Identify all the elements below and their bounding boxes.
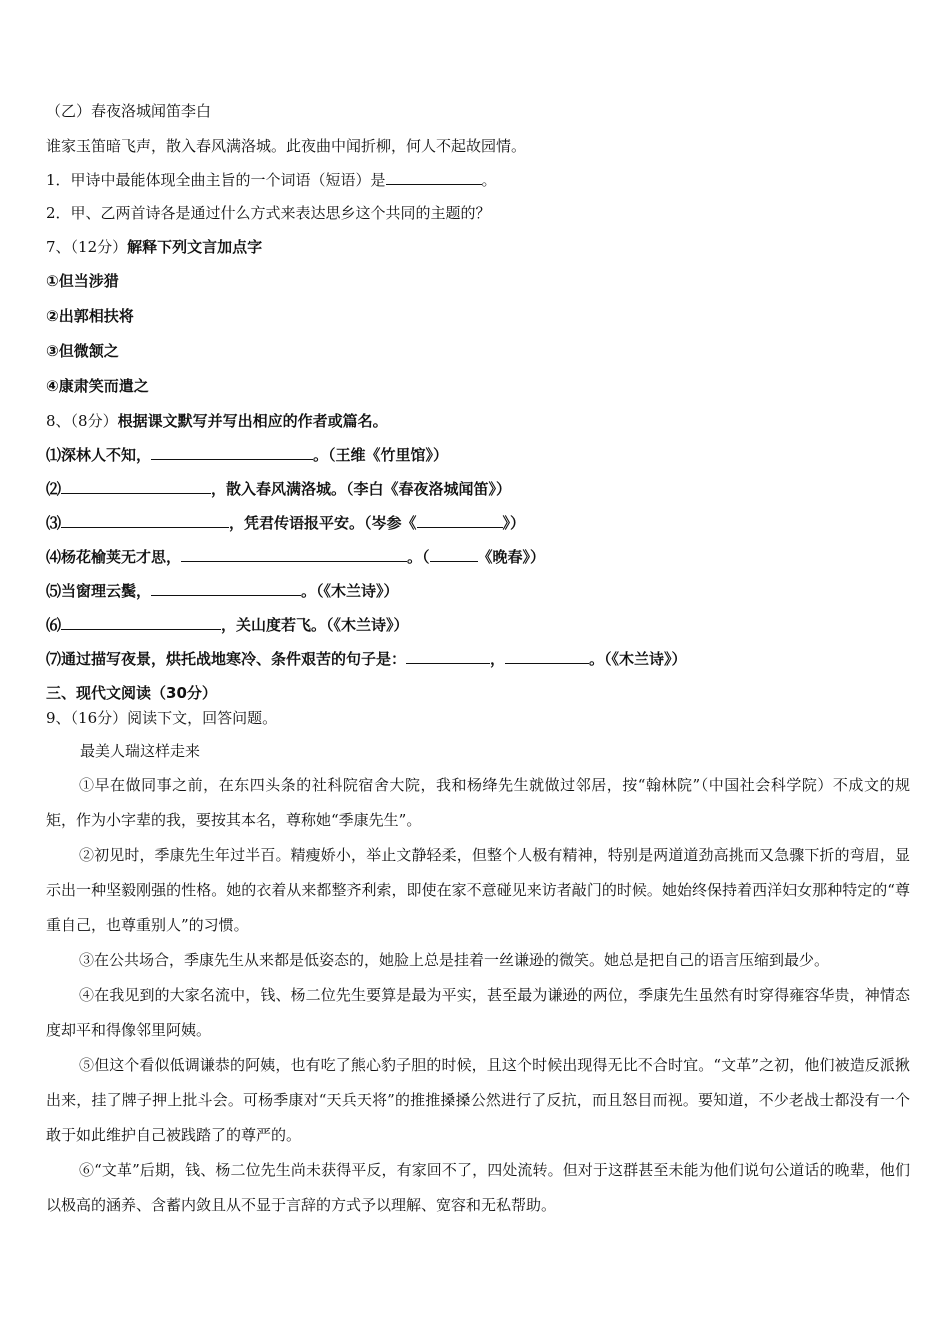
q7-item-4: ④康肃笑而遣之 [46, 377, 149, 395]
question-9-heading: 9、（16分）阅读下文，回答问题。 [46, 709, 278, 727]
q8-line-2-text: ，散入春风满洛城。（李白《春夜洛城闻笛》） [211, 480, 512, 498]
answer-blank[interactable] [61, 615, 221, 630]
answer-blank[interactable] [61, 513, 229, 528]
q8-line-5-source: 。（《木兰诗》） [301, 582, 399, 600]
q8-line-7-comma: ， [490, 650, 506, 668]
section-3-heading: 三、现代文阅读（30分） [46, 684, 217, 702]
q8-line-2-num: ⑵ [46, 480, 62, 498]
article-paragraph-4: ④在我见到的大家名流中，钱、杨二位先生要算是最为平实，甚至最为谦逊的两位，季康先生虽然有时穿得雍容华贵，神情态度却平和得像邻里阿姨。 [46, 986, 910, 1039]
question-8-heading [46, 411, 910, 431]
question-7-number: 7、（12分） [46, 238, 128, 256]
q8-line-5-text: ⑸当窗理云鬓， [46, 582, 152, 600]
q8-line-7-text: ⑺通过描写夜景，烘托战地寒冷、条件艰苦的句子是： [46, 650, 407, 668]
q8-line-3-end: 》） [502, 514, 526, 532]
poem-yi-title: （乙）春夜洛城闻笛李白 [46, 102, 212, 120]
q8-line-6-num: ⑹ [46, 616, 62, 634]
q8-line-1-source: 。（王维《竹里馆》） [313, 446, 449, 464]
q7-item-2: ②出郭相扶将 [46, 307, 134, 325]
question-7-title: 解释下列文言加点字 [127, 238, 263, 256]
question-8-title: 根据课文默写并写出相应的作者或篇名。 [117, 412, 388, 430]
question-1-text: 1．甲诗中最能体现全曲主旨的一个词语（短语）是 [46, 171, 386, 189]
q8-line-5 [46, 581, 910, 601]
q8-line-4 [46, 547, 910, 567]
q8-line-1 [46, 445, 910, 465]
q8-line-3 [46, 513, 910, 533]
answer-blank[interactable] [417, 513, 503, 528]
q7-item-1: ①但当涉猎 [46, 272, 119, 290]
q8-line-1-text: ⑴深林人不知， [46, 446, 152, 464]
poem-yi-body: 谁家玉笛暗飞声，散入春风满洛城。此夜曲中闻折柳，何人不起故园情。 [46, 137, 527, 155]
answer-blank[interactable] [505, 649, 589, 664]
answer-blank[interactable] [386, 170, 482, 185]
article-paragraph-6: ⑥“文革”后期，钱、杨二位先生尚未获得平反，有家回不了，四处流转。但对于这群甚至未能为他们说句公道话的晚辈，他们以极高的涵养、含蓄内敛且从不显于言辞的方式予以理解、宽容和无私帮助。 [46, 1161, 910, 1214]
q8-line-4-end: 《晚春》） [477, 548, 546, 566]
q8-line-3-num: ⑶ [46, 514, 62, 532]
question-2: 2．甲、乙两首诗各是通过什么方式来表达思乡这个共同的主题的？ [46, 204, 491, 222]
q8-line-4-text: ⑷杨花榆荚无才思， [46, 548, 182, 566]
q8-line-6 [46, 615, 910, 635]
q8-line-7-source: 。（《木兰诗》） [589, 650, 687, 668]
answer-blank[interactable] [430, 547, 478, 562]
q7-item-3: ③但微颔之 [46, 342, 119, 360]
answer-blank[interactable] [181, 547, 407, 562]
article-paragraph-3: ③在公共场合，季康先生从来都是低姿态的，她脸上总是挂着一丝谦逊的微笑。她总是把自己的语言压缩到最少。 [79, 951, 830, 969]
q8-line-7 [46, 649, 910, 669]
article-paragraph-2: ②初见时，季康先生年过半百。精瘦娇小，举止文静轻柔，但整个人极有精神，特别是两道道劲高挑而又急骤下折的弯眉，显示出一种坚毅刚强的性格。她的衣着从来都整齐利索，即使在家不意碰见来访者敲门的时候。她始终保持着西洋妇女那种特定的“尊重自己，也尊重别人”的习惯。 [46, 846, 910, 934]
article-paragraph-5: ⑤但这个看似低调谦恭的阿姨，也有吃了熊心豹子胆的时候，且这个时候出现得无比不合时宜。“文革”之初，他们被造反派揪出来，挂了牌子押上批斗会。可杨季康对“天兵天将”的推推搡搡公然进行了反抗，而且怒目而视。要知道，不少老战士都没有一个敢于如此维护自己被践踏了的尊严的。 [46, 1056, 910, 1144]
answer-blank[interactable] [151, 581, 301, 596]
question-7-heading [46, 237, 910, 257]
answer-blank[interactable] [406, 649, 490, 664]
q8-line-3-text: ，凭君传语报平安。（岑参《 [229, 514, 417, 532]
q8-line-6-text: ，关山度若飞。（《木兰诗》） [221, 616, 409, 634]
answer-blank[interactable] [151, 445, 313, 460]
article-paragraph-1: ①早在做同事之前，在东四头条的社科院宿舍大院，我和杨绛先生就做过邻居，按“翰林院”（中国社会科学院）不成文的规矩，作为小字辈的我，要按其本名，尊称她“季康先生”。 [46, 776, 910, 829]
question-1 [46, 170, 910, 190]
q8-line-2 [46, 479, 910, 499]
answer-blank[interactable] [61, 479, 211, 494]
question-1-suffix: 。 [481, 171, 497, 189]
article-title: 最美人瑞这样走来 [80, 742, 201, 760]
q8-line-4-mid: 。（ [407, 548, 430, 566]
question-8-number: 8、（8分） [46, 412, 118, 430]
